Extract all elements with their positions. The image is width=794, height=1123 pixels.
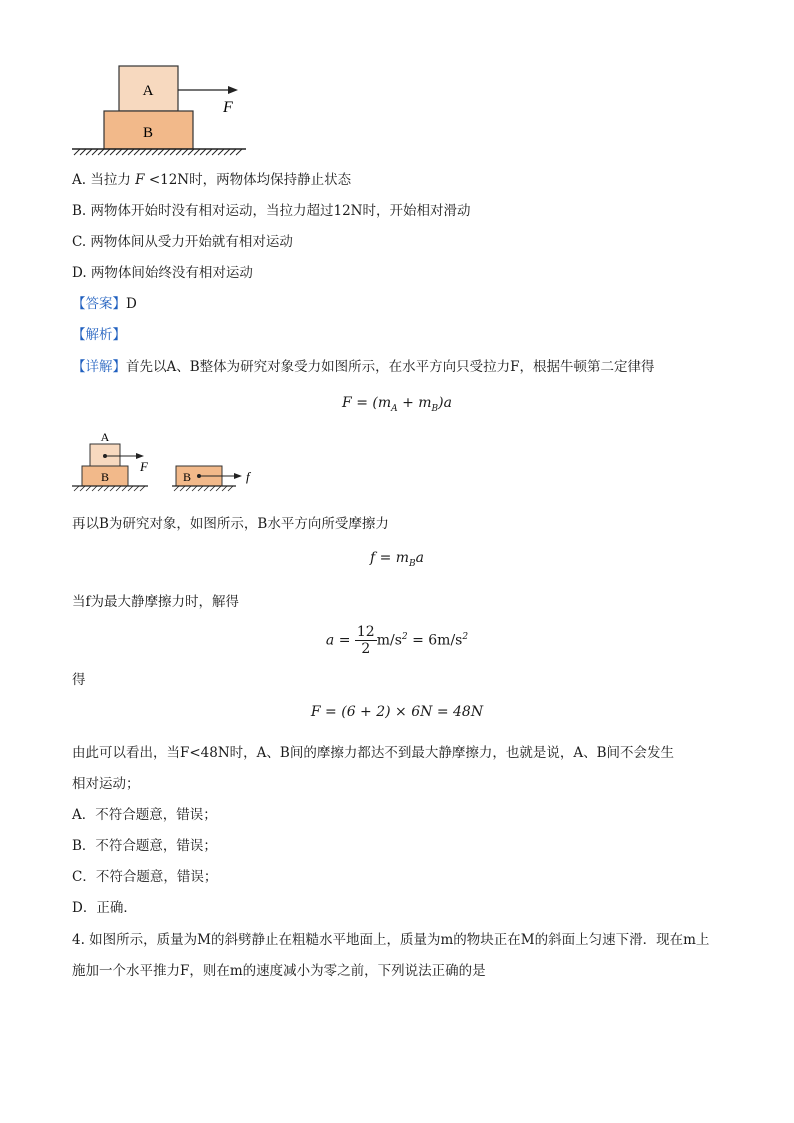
equation-acceleration: [0, 624, 794, 657]
equation-newton-whole: [0, 395, 794, 414]
option-d: D. 两物体间始终没有相对运动: [72, 265, 253, 281]
eq3-exp: 2: [401, 631, 408, 642]
judgement-b: B．不符合题意，错误；: [72, 838, 217, 854]
fig2-friction-label: f: [246, 469, 250, 484]
fig2-ground-hatch-2: [174, 486, 233, 491]
question-4-line2: 施加一个水平推力F，则在m的速度减小为零之前，下列说法正确的是: [72, 963, 486, 979]
para-max-static: 当f为最大静摩擦力时，解得: [72, 594, 239, 610]
eq3-fraction: [355, 624, 377, 657]
answer-value: D: [126, 296, 137, 312]
analysis-bracket: 【解析】: [72, 327, 126, 343]
judgement-d: D．正确．: [72, 900, 137, 916]
block-b-label: B: [142, 125, 154, 141]
fig2-block-b-label: B: [100, 470, 110, 484]
answer-bracket: 【答案】: [72, 296, 126, 312]
eq3-lhs: a =: [325, 632, 351, 649]
fig2-force-label: F: [140, 459, 148, 474]
para-b-analysis: 再以B为研究对象，如图所示，B水平方向所受摩擦力: [72, 516, 389, 532]
force-label: F: [223, 99, 233, 116]
detail-line: [72, 357, 655, 377]
answer-line: [72, 294, 137, 314]
eq3-numerator: 12: [356, 624, 375, 640]
force-arrowhead: [228, 86, 238, 94]
eq1-sub-a: A: [391, 403, 398, 414]
fig2-block-a-label: A: [100, 430, 110, 444]
para-conclusion-line1: 由此可以看出，当F<48N时，A、B间的摩擦力都达不到最大静摩擦力，也就是说，A、B间不会发生: [72, 745, 675, 761]
equation-force-result: F = (6 + 2) × 6N = 48N: [310, 704, 484, 720]
option-a-rest: <12N时，两物体均保持静止状态: [148, 172, 352, 188]
question-4-line1: 4. 如图所示，质量为M的斜劈静止在粗糙水平地面上，质量为m的物块正在M的斜面上匀速下滑．现在m上: [72, 932, 710, 948]
judgement-a: A．不符合题意，错误；: [72, 807, 217, 823]
option-a: [72, 170, 351, 190]
ground-hatch: [74, 149, 242, 155]
eq2-tail: a: [415, 550, 425, 566]
eq1-sub-b: B: [431, 403, 439, 414]
fig2-block-b-alone-label: B: [182, 470, 192, 484]
eq3-exp2: 2: [462, 631, 469, 642]
detail-bracket: 【详解】: [72, 359, 126, 375]
option-c: C. 两物体间从受力开始就有相对运动: [72, 234, 293, 250]
para-conclusion-line2: 相对运动；: [72, 776, 140, 792]
para-therefore: 得: [72, 672, 86, 688]
eq3-rhs: = 6m/s: [407, 632, 463, 649]
figure-force-diagrams: [70, 428, 270, 496]
option-a-prefix: A. 当拉力: [72, 172, 131, 188]
option-a-var: F: [135, 172, 145, 188]
eq2-sub: B: [409, 558, 416, 569]
eq3-unit: m/s: [376, 632, 402, 649]
option-b: B. 两物体开始时没有相对运动，当拉力超过12N时，开始相对滑动: [72, 203, 471, 219]
detail-text: 首先以A、B整体为研究对象受力如图所示，在水平方向只受拉力F，根据牛顿第二定律得: [126, 359, 655, 375]
judgement-c: C．不符合题意，错误；: [72, 869, 218, 885]
block-a-label: A: [142, 83, 154, 99]
equation-friction: [0, 550, 794, 569]
eq1-part3: )a: [438, 395, 452, 411]
eq1-part2: + m: [397, 395, 432, 411]
eq3-denominator: 2: [361, 641, 371, 657]
eq2-lhs: f = m: [369, 550, 410, 566]
fig2-friction-arrowhead: [234, 473, 242, 479]
eq1-part1: F = (m: [342, 395, 392, 411]
figure-blocks-a-b: [70, 60, 250, 160]
fig2-ground-hatch-1: [74, 486, 145, 491]
